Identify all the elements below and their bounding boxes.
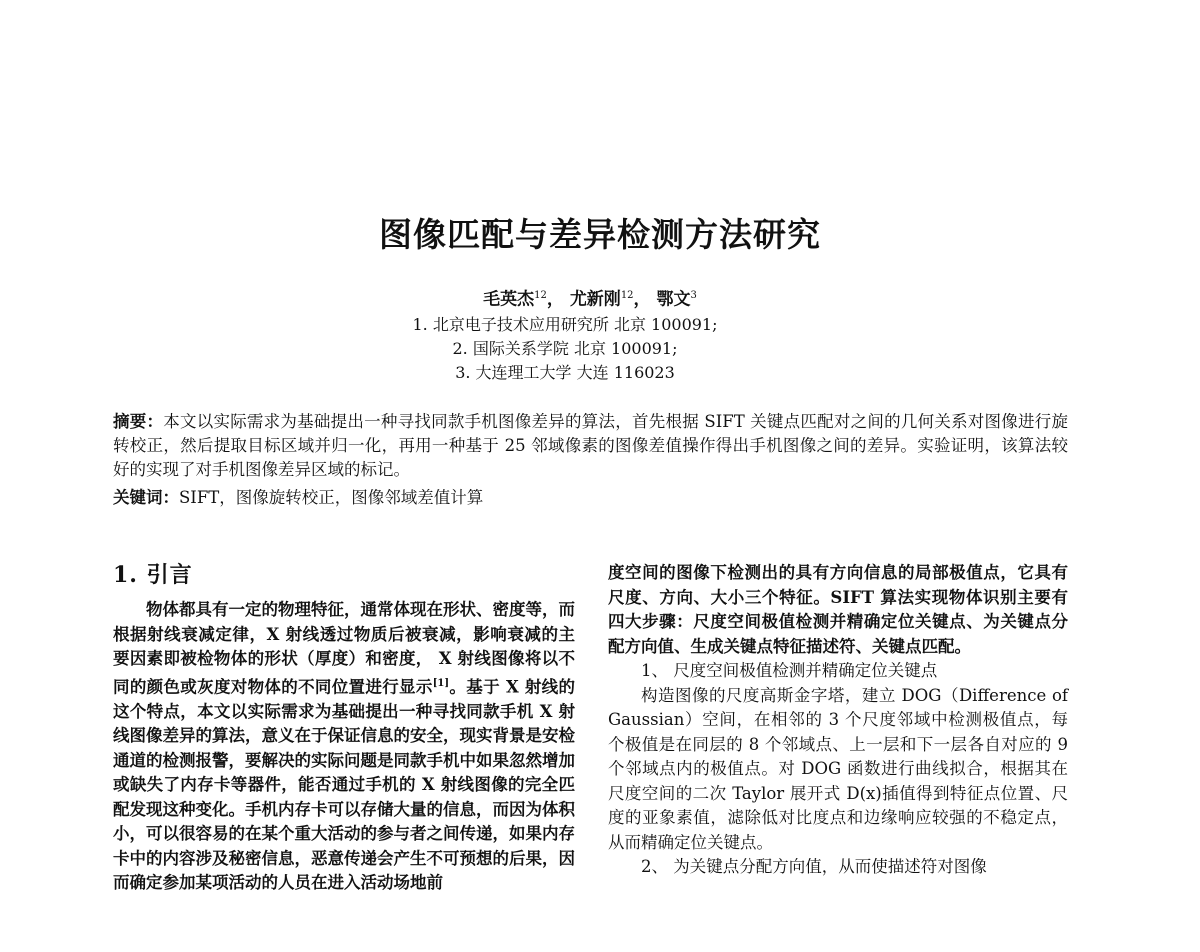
abstract-label: 摘要：	[113, 412, 164, 431]
body-paragraph	[113, 598, 575, 896]
paper-title: 图像匹配与差异检测方法研究	[379, 215, 821, 254]
keywords	[113, 486, 1068, 510]
body-paragraph: 度空间的图像下检测出的具有方向信息的局部极值点，它具有尺度、方向、大小三个特征。SIFT 算法实现物体识别主要有四大步骤：尺度空间极值检测并精确定位关键点、为关键点分配方向值、生成关键点特征描述符、关键点匹配。	[608, 563, 1068, 656]
keywords-label: 关键词：	[113, 488, 179, 507]
author-affiliation-mark: 12	[620, 290, 634, 301]
subsection-heading: 2、 为关键点分配方向值，从而使描述符对图像	[641, 857, 987, 876]
author-list	[0, 284, 1180, 312]
author-name: 尤新刚	[569, 289, 621, 310]
author-affiliation-mark: 3	[690, 290, 697, 301]
citation-ref: [1]	[432, 677, 450, 689]
author-name: 鄂文	[656, 289, 691, 310]
paragraph-text: 物体都具有一定的物理特征，通常体现在形状、密度等，而根据射线衰减定律，X 射线透过物质后被衰减，影响衰减的主要因素即被检物体的形状（厚度）和密度， X 射线图像将以不同的颜色或灰度对物体的不同位置进行显示	[113, 600, 575, 696]
author-separator: ，	[633, 289, 651, 310]
affiliation-list	[0, 313, 1130, 385]
left-column	[113, 560, 575, 896]
affiliation-line: 1. 北京电子技术应用研究所 北京 100091;	[412, 315, 718, 334]
paragraph-text: 。基于 X 射线的这个特点，本文以实际需求为基础提出一种寻找同款手机 X 射线图像差异的算法，意义在于保证信息的安全，现实背景是安检通道的检测报警，要解决的实际问题是同款手机中如果忽然增加或缺失了内存卡等器件，能否通过手机的 X 射线图像的完全匹配发现这种变化。手机内存卡可以存储大量的信息，而因为体积小，可以很容易的在某个重大活动的参与者之间传递，如果内存卡中的内容涉及秘密信息，恶意传递会产生不可预想的后果，因而确定参加某项活动的人员在进入活动场地前	[113, 677, 576, 892]
affiliation-line: 2. 国际关系学院 北京 100091;	[452, 339, 678, 358]
subsection-heading: 1、 尺度空间极值检测并精确定位关键点	[641, 661, 938, 680]
abstract	[113, 410, 1068, 482]
body-paragraph: 构造图像的尺度高斯金字塔，建立 DOG（Difference of Gaussian）空间，在相邻的 3 个尺度邻域中检测极值点，每个极值是在同层的 8 个邻域点、上一层和下一层各自对应的 9 个邻域点内的极值点。对 DOG 函数进行曲线拟合，根据其在尺度空间的二次 Taylor 展开式 D(x)插值得到特征点位置、尺度的亚象素值，滤除低对比度点和边缘响应较强的不稳定点，从而精确定位关键点。	[608, 685, 1068, 852]
right-column	[608, 561, 1068, 880]
abstract-text: 本文以实际需求为基础提出一种寻找同款手机图像差异的算法，首先根据 SIFT 关键点匹配对之间的几何关系对图像进行旋转校正，然后提取目标区域并归一化，再用一种基于 25 邻域像素的图像差值操作得出手机图像之间的差异。实验证明，该算法较好的实现了对手机图像差异区域的标记。	[113, 412, 1069, 479]
keywords-text: SIFT，图像旋转校正，图像邻域差值计算	[179, 488, 484, 507]
author-affiliation-mark: 12	[534, 290, 547, 301]
author-separator: ，	[546, 289, 564, 310]
section-heading: 1. 引言	[113, 562, 193, 588]
author-name: 毛英杰	[483, 289, 535, 310]
affiliation-line: 3. 大连理工大学 大连 116023	[455, 363, 675, 382]
